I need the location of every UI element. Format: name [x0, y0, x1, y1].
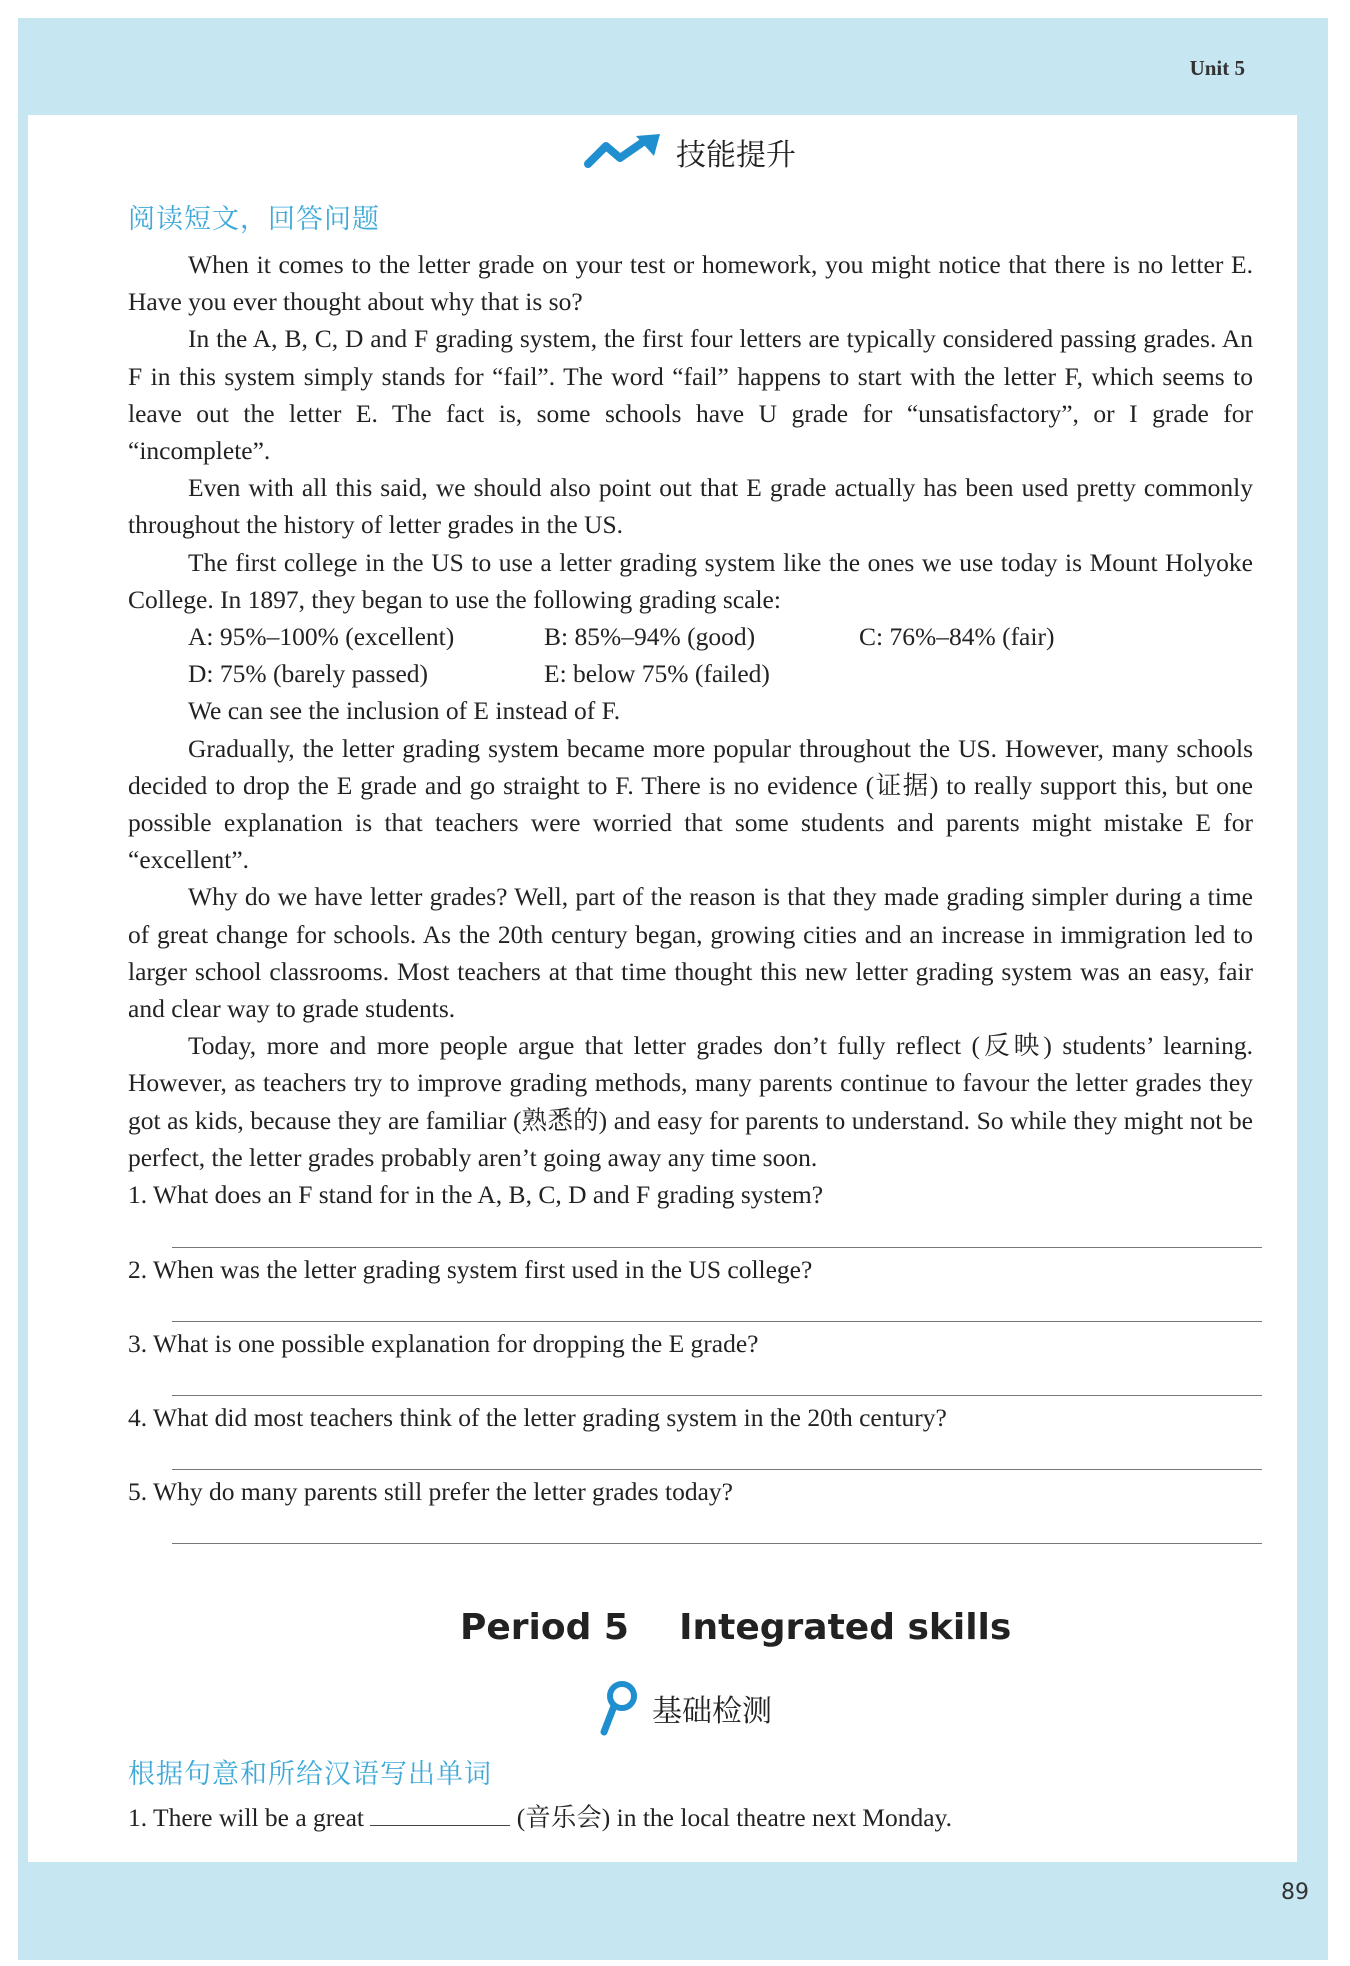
section-header-skills — [584, 130, 796, 174]
unit-label: Unit 5 — [1189, 56, 1245, 80]
question-2: 2. When was the letter grading system first used in the US college? — [128, 1255, 813, 1284]
trend-arrow-icon — [584, 134, 664, 170]
grade-b: B: 85%–94% (good) — [544, 622, 756, 652]
passage-paragraph-3: Even with all this said, we should also point out that E grade actually has been used pretty commonly throughout the history of letter grades in the US. — [128, 473, 1253, 540]
grade-c: C: 76%–84% (fair) — [859, 622, 1055, 652]
passage-paragraph-8: Today, more and more people argue that letter grades don’t fully reflect (反映) students’ learning. However, as teachers try to improve grading methods, many parents continue to favour the letter grades they got as kids, because they are familiar (熟悉的) and easy for parents to understand. So while they might not be perfect, the letter grades probably aren’t going away any time soon. — [128, 1031, 1253, 1172]
vocab-question-1 — [128, 1798, 952, 1834]
section-header-basic — [600, 1680, 772, 1736]
grading-scale-row-1 — [128, 618, 1253, 655]
passage-paragraph-4: The first college in the US to use a letter grading system like the ones we use today is Mount Holyoke College. In 1897, they began to use the following grading scale: — [128, 547, 1253, 614]
reading-instruction: 阅读短文，回答问题 — [128, 204, 380, 235]
passage-paragraph-2: In the A, B, C, D and F grading system, the first four letters are typically considered passing grades. An F in this system simply stands for “fail”. The word “fail” happens to start with the letter F, which seems to leave out the letter E. The fact is, some schools have U grade for “unsatisfactory”, or I grade for “incomplete”. — [128, 324, 1253, 466]
reading-passage — [128, 246, 1253, 1176]
page-number: 89 — [1281, 1880, 1309, 1905]
passage-paragraph-7: Why do we have letter grades? Well, part of the reason is that they made grading simpler during a time of great change for schools. As the 20th century began, growing cities and an increase in immigration led to larger school classrooms. Most teachers at that time thought this new letter grading system was an easy, fair and clear way to grade students. — [128, 882, 1253, 1024]
grading-scale-row-2 — [128, 655, 1253, 692]
grade-e: E: below 75% (failed) — [544, 659, 770, 689]
answer-line-5[interactable] — [172, 1543, 1262, 1544]
question-4: 4. What did most teachers think of the letter grading system in the 20th century? — [128, 1403, 947, 1432]
section-title-basic: 基础检测 — [652, 1694, 772, 1729]
passage-paragraph-1: When it comes to the letter grade on your test or homework, you might notice that there is no letter E. Have you ever thought about why that is so? — [128, 250, 1253, 317]
vocab-q1-before: 1. There will be a great — [128, 1803, 365, 1832]
section-title-skills: 技能提升 — [676, 138, 796, 173]
passage-paragraph-5: We can see the inclusion of E instead of F. — [188, 696, 621, 726]
vocab-instruction: 根据句意和所给汉语写出单词 — [128, 1759, 492, 1790]
question-1: 1. What does an F stand for in the A, B, C, D and F grading system? — [128, 1180, 824, 1209]
answer-line-1[interactable] — [172, 1247, 1262, 1248]
page-frame-right — [1297, 18, 1328, 1960]
page-frame-bottom — [18, 1862, 1328, 1960]
grade-d: D: 75% (barely passed) — [188, 659, 429, 689]
question-5: 5. Why do many parents still prefer the letter grades today? — [128, 1477, 733, 1506]
grade-a: A: 95%–100% (excellent) — [188, 622, 455, 652]
period-title: Period 5 Integrated skills — [460, 1607, 1012, 1648]
vocab-q1-blank[interactable] — [370, 1825, 510, 1826]
answer-line-3[interactable] — [172, 1395, 1262, 1396]
question-3: 3. What is one possible explanation for dropping the E grade? — [128, 1329, 759, 1358]
passage-paragraph-6: Gradually, the letter grading system became more popular throughout the US. However, many schools decided to drop the E grade and go straight to F. There is no evidence (证据) to really support this, but one possible explanation is that teachers were worried that some students and parents might mistake E for “excellent”. — [128, 733, 1253, 875]
answer-line-2[interactable] — [172, 1321, 1262, 1322]
page-frame-left — [18, 18, 28, 1960]
answer-line-4[interactable] — [172, 1469, 1262, 1470]
vocab-q1-after: (音乐会) in the local theatre next Monday. — [516, 1803, 953, 1832]
magnifier-icon — [600, 1680, 640, 1736]
page-frame-top — [18, 18, 1328, 115]
